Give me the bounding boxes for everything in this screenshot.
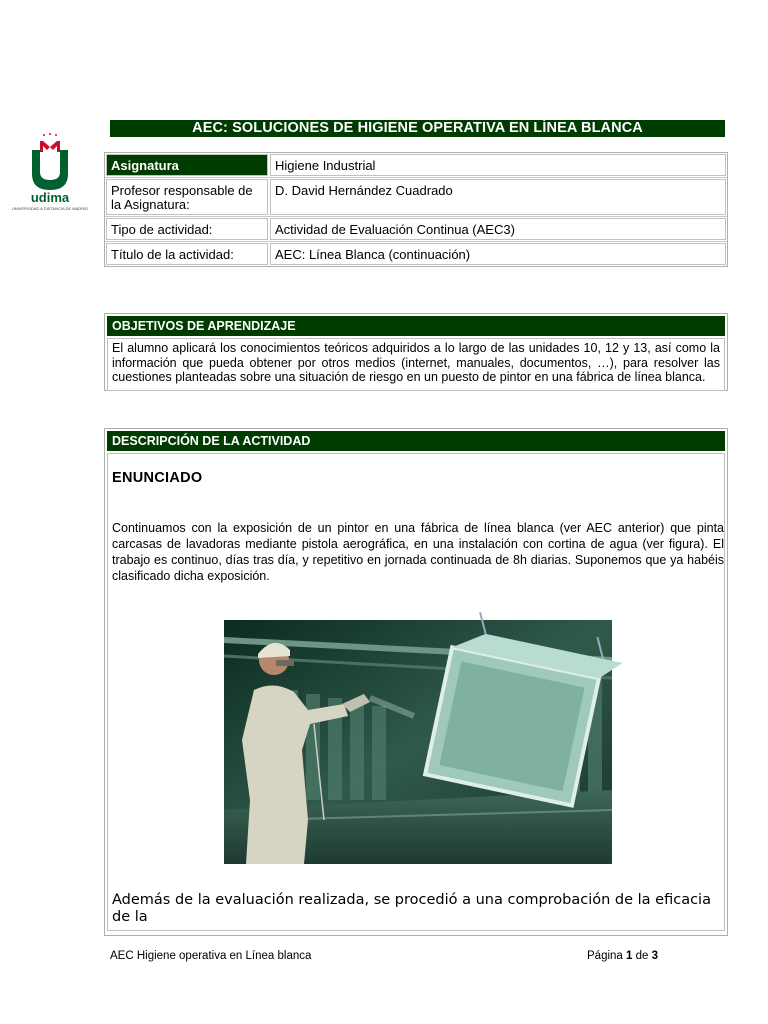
info-value: AEC: Línea Blanca (continuación) — [270, 243, 726, 265]
section-heading: DESCRIPCIÓN DE LA ACTIVIDAD — [107, 431, 725, 451]
closing-paragraph: Además de la evaluación realizada, se procedió a una comprobación de la eficacia de la — [112, 892, 711, 925]
info-label: Asignatura — [106, 154, 268, 176]
page-total: 3 — [651, 950, 659, 962]
painter-photo — [224, 620, 612, 864]
objetivos-section — [104, 313, 728, 391]
descripcion-body — [107, 453, 725, 931]
info-value: Actividad de Evaluación Continua (AEC3) — [270, 218, 726, 240]
info-table — [104, 152, 728, 267]
udima-logo — [11, 132, 89, 222]
footer-document-name: AEC Higiene operativa en Línea blanca — [110, 950, 312, 962]
info-value: Higiene Industrial — [270, 154, 726, 176]
logo-wordmark: udima — [30, 190, 70, 205]
section-heading: OBJETIVOS DE APRENDIZAJE — [107, 316, 725, 336]
descripcion-section — [104, 428, 728, 936]
info-row-asignatura — [105, 153, 727, 178]
footer-page-number — [587, 950, 658, 962]
info-row-titulo — [105, 242, 727, 266]
page-current: 1 — [626, 950, 633, 962]
enunciado-paragraph: Continuamos con la exposición de un pintor en una fábrica de línea blanca (ver AEC anterior) que pinta carcasas de lavadoras mediante pistola aerográfica, en una instalación con cortina de agua (ver figura). El trabajo es continuo, días tras día, y repetitivo en jornada continuada de 8h diarias. Suponemos que ya habéis clasificado dicha exposición. — [112, 521, 724, 583]
info-row-profesor — [105, 178, 727, 217]
info-label: Profesor responsable de la Asignatura: — [106, 179, 268, 215]
enunciado-heading: ENUNCIADO — [112, 470, 203, 486]
info-row-tipo — [105, 217, 727, 242]
info-value: D. David Hernández Cuadrado — [270, 179, 726, 215]
page-separator: de — [635, 950, 649, 962]
info-label: Tipo de actividad: — [106, 218, 268, 240]
page-label: Página — [587, 950, 623, 962]
objetivos-text: El alumno aplicará los conocimientos teóricos adquiridos a lo largo de las unidades 10, 12 y 13, así como la información que pueda obtener por otros medios (internet, manuales, documentos, …), para resolver las cuestiones planteadas sobre una situación de riesgo en un puesto de pintor en una fábrica de línea blanca. — [107, 338, 725, 391]
info-label: Título de la actividad: — [106, 243, 268, 265]
document-title: AEC: SOLUCIONES DE HIGIENE OPERATIVA EN LÍNEA BLANCA — [110, 120, 725, 137]
logo-subtitle: UNIVERSIDAD A DISTANCIA DE MADRID — [11, 206, 89, 211]
